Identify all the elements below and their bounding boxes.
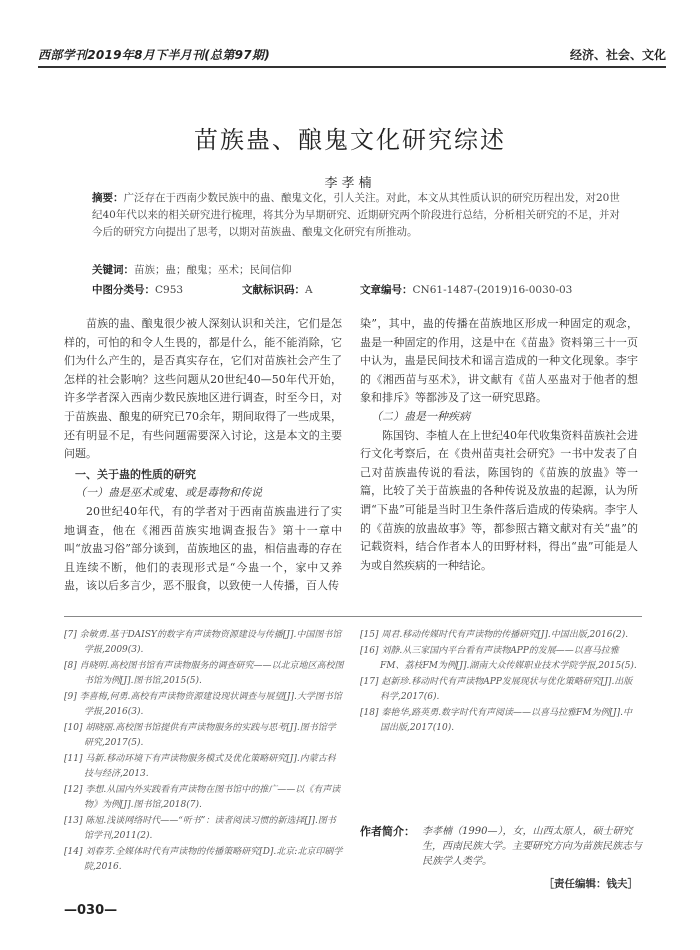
author-bio-label: 作者简介： [360, 825, 415, 838]
section-name: 经济、社会、文化 [569, 48, 666, 62]
reference-item: [10] 胡晓丽.高校图书馆提供有声读物服务的实践与思考[J].图书馆学研究,2017(5). [64, 723, 336, 748]
paragraph: 染”，其中，蛊的传播在苗族地区形成一种固定的观念，蛊是一种固定的作用，这是中在《苗蛊》资料第三十一页中认为，蛊是民间技术和谣言造成的一种文化现象。李宇的《湘西苗与巫术》，讲文献有《苗人巫蛊对于他者的想象和排斥》等都涉及了这一研究思路。 [360, 317, 638, 405]
references-right [360, 628, 640, 737]
article-title: 苗族蛊、酿鬼文化研究综述 [194, 126, 506, 154]
responsible-editor: ［责任编辑：钱夫］ [543, 878, 638, 890]
reference-item: [15] 周君.移动传媒时代有声读物的传播研究[J].中国出版,2016(2). [360, 630, 629, 640]
reference-item: [13] 陈旭.浅谈网络时代——“听书”：读者阅读习惯的新选择[J].图书馆学刊,2011(2). [64, 816, 336, 841]
clc-number: 中图分类号：C953 [92, 284, 184, 296]
header-rule [38, 66, 666, 68]
abstract-label: 摘要： [92, 192, 124, 204]
body-column-left [64, 315, 342, 596]
article-author: 李孝楠 [324, 176, 376, 191]
reference-item: [18] 秦艳华,路英勇.数字时代有声阅读——以喜马拉雅FM为例[J].中国出版,2017(10). [360, 708, 633, 733]
reference-item: [14] 刘春芳.全媒体时代有声读物的传播策略研究[D].北京:北京印刷学院,2016. [64, 847, 343, 872]
author-bio-text: 李孝楠（1990—），女，山西太原人，硕士研究生，西南民族大学。主要研究方向为苗族民族志与民族学人类学。 [422, 826, 642, 867]
abstract [92, 190, 626, 241]
author-bio [360, 824, 642, 869]
page-number: —030— [64, 903, 118, 918]
abstract-text: 广泛存在于西南少数民族中的蛊、酿鬼文化，引人关注。对此，本文从其性质认识的研究历程出发，对20世纪40年代以来的相关研究进行梳理，将其分为早期研究、近期研究两个阶段进行总结，分析相关研究的不足，并对今后的研究方向提出了思考，以期对苗族蛊、酿鬼文化研究有所推动。 [92, 192, 620, 238]
reference-item: [7] 余敏勇.基于DAISY的数字有声读物资源建设与传播[J].中国图书馆学报,2009(3). [64, 630, 342, 655]
journal-name: 西部学刊2019年8月下半月刊(总第97期) [38, 48, 271, 62]
references-left [64, 628, 344, 876]
keywords-label: 关键词： [92, 264, 134, 276]
references-divider [64, 616, 642, 617]
paragraph: 20世纪40年代，有的学者对于西南苗族蛊进行了实地调查，他在《湘西苗族实地调查报告》第十一章中叫“放蛊习俗”部分谈到，苗族地区的蛊，相信蛊毒的存在且连续不断，他们的表现形式是“今蛊一个，家中又养蛊，该以后多言少，恶不服食，以致使一人传播，百人传 [64, 504, 342, 593]
reference-item: [16] 刘静.从三家国内平台看有声读物APP的发展——以喜马拉雅FM、荔枝FM为例[J].湖南大众传媒职业技术学院学报,2015(5). [360, 646, 637, 671]
subsection-heading: （一）蛊是巫术或鬼、或是毒物和传说 [75, 486, 262, 500]
reference-item: [12] 李想.从国内外实践看有声读物在图书馆中的推广——以《有声读物》为例[J].图书馆,2018(7). [64, 785, 341, 810]
running-header [38, 46, 666, 70]
article-number: 文章编号：CN61-1487-(2019)16-0030-03 [360, 284, 573, 296]
reference-item: [8] 肖晓明.高校图书馆有声读物服务的调查研究——以北京地区高校图书馆为例[J].图书馆,2015(5). [64, 661, 344, 686]
document-code: 文献标识码：A [242, 284, 313, 296]
body-column-right [360, 315, 638, 575]
keywords [92, 262, 626, 277]
reference-item: [17] 赵新珍.移动时代有声读物APP发展现状与优化策略研究[J].出版科学,2017(6). [360, 677, 633, 702]
reference-item: [11] 马新.移动环境下有声读物服务模式及优化策略研究[J].内蒙古科技与经济,2013. [64, 754, 336, 779]
reference-item: [9] 李喜梅,何勇.高校有声读物资源建设现状调查与展望[J].大学图书馆学报,2016(3). [64, 692, 342, 717]
paragraph: 苗族的蛊、酿鬼很少被人深刻认识和关注，它们是怎样的，可怕的和令人生畏的，都是什么，能不能消除，它们为什么产生的，是否真实存在，它们对苗族社会产生了怎样的社会影响？这些问题从20世纪40—50年代开始，许多学者深入西南少数民族地区进行调查，时至今日，对于苗族蛊、酿鬼的研究已70余年，期间取得了一些成果，还有明显不足，有些问题需要深入讨论，这是本文的主要问题。 [64, 317, 342, 461]
paragraph: 陈国钧、李植人在上世纪40年代收集资料苗族社会进行文化考察后，在《贵州苗夷社会研究》一书中发表了自己对苗族蛊传说的看法，陈国钧的《苗族的放蛊》等一篇，比较了关于苗族蛊的各种传说及放蛊的起源，认为所谓“下蛊”可能是当时卫生条件落后造成的传染病。李宇人的《苗族的放蛊故事》等，都参照古籍文献对有关“蛊”的记载资料，结合作者本人的田野材料，得出“蛊”可能是人为或自然疾病的一种结论。 [360, 428, 638, 572]
keywords-text: 苗族；蛊；酿鬼；巫术；民间信仰 [134, 264, 292, 276]
subsection-heading: （二）蛊是一种疾病 [371, 409, 470, 423]
section-heading: 一、关于蛊的性质的研究 [75, 467, 196, 481]
